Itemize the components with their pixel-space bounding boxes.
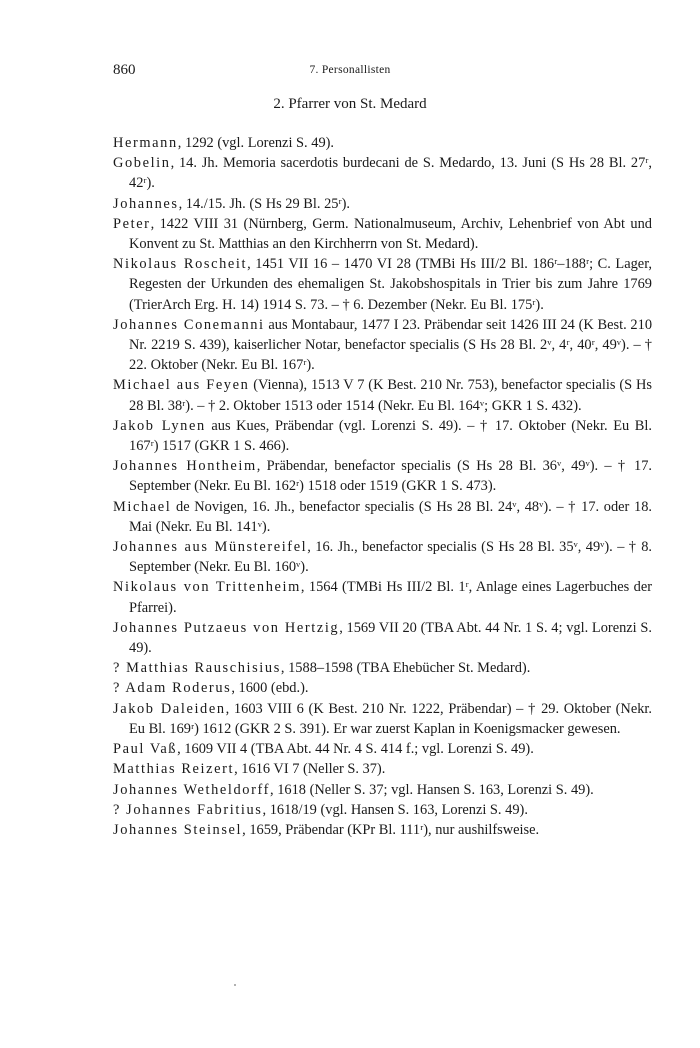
list-entry bbox=[113, 214, 652, 254]
entry-text: , 14./15. Jh. (S Hs 29 Bl. 25ʳ). bbox=[178, 195, 350, 212]
entry-text: aus Kues, Präbendar (vgl. Lorenzi S. 49). – † 17. Oktober (Nekr. Eu Bl. 167ʳ) 1517 (GKR 1 S. 466). bbox=[129, 417, 652, 455]
entry-name: Peter bbox=[113, 215, 151, 232]
list-entry bbox=[113, 678, 652, 698]
list-entry bbox=[113, 537, 652, 577]
entry-text: , Präbendar, benefactor specialis (S Hs 28 Bl. 36ᵛ, 49ᵛ). – † 17. September (Nekr. Eu Bl. 162ʳ) 1518 oder 1519 (GKR 1 S. 473). bbox=[129, 458, 652, 495]
entry-text: , 1609 VII 4 (TBA Abt. 44 Nr. 4 S. 414 f.; vgl. Lorenzi S. 49). bbox=[177, 741, 534, 758]
list-entry bbox=[113, 254, 652, 315]
entry-text: , 1659, Präbendar (KPr Bl. 111ʳ), nur aushilfsweise. bbox=[242, 821, 540, 838]
entry-text: , 1292 (vgl. Lorenzi S. 49). bbox=[177, 135, 335, 151]
list-entry bbox=[113, 780, 652, 800]
entry-name: Jakob Daleiden bbox=[113, 700, 226, 717]
list-entry bbox=[113, 194, 652, 214]
entry-name: Johannes Putzaeus von Hertzig bbox=[113, 619, 340, 636]
entry-name: Johannes Hontheim bbox=[113, 458, 257, 475]
section-title: 2. Pfarrer von St. Medard bbox=[273, 96, 427, 112]
list-entry bbox=[113, 315, 652, 376]
entry-text: , 1564 (TMBi Hs III/2 Bl. 1ʳ, Anlage eines Lagerbuches der Pfarrei). bbox=[129, 579, 652, 616]
entry-text: , 1603 VIII 6 (K Best. 210 Nr. 1222, Präbendar) – † 29. Oktober (Nekr. Eu Bl. 169ʳ) 1612 (GKR 2 S. 391). Er war zuerst Kaplan in Koenigsmacker gewesen. bbox=[129, 700, 653, 737]
entry-name: Michael aus Feyen bbox=[113, 377, 250, 394]
page-number: 860 bbox=[113, 62, 136, 78]
entry-text: aus Montabaur, 1477 I 23. Präbendar seit 1426 III 24 (K Best. 210 Nr. 2219 S. 439), kaiserlicher Notar, benefactor specialis (S Hs 28 Bl. 2ᵛ, 4ʳ, 40ʳ, 49ᵛ). – † 22. Oktober (Nekr. Eu Bl. 167ʳ). bbox=[129, 316, 653, 374]
entry-name: Nikolaus Roscheit bbox=[113, 256, 248, 273]
entry-text: , 1618 (Neller S. 37; vgl. Hansen S. 163, Lorenzi S. 49). bbox=[270, 781, 594, 798]
entry-name: Michael bbox=[113, 498, 172, 515]
list-entry bbox=[113, 820, 652, 840]
scan-speck bbox=[234, 984, 236, 986]
entry-name: Matthias Reizert bbox=[113, 761, 235, 778]
entry-text: , 1600 (ebd.). bbox=[231, 680, 309, 697]
entry-name: Paul Vaß bbox=[113, 741, 178, 758]
list-entry bbox=[113, 153, 652, 193]
list-entry bbox=[113, 416, 652, 456]
entry-text: , 1588–1598 (TBA Ehebücher St. Medard). bbox=[280, 660, 531, 677]
running-head: 7. Personallisten bbox=[309, 64, 391, 76]
pastor-list bbox=[113, 133, 652, 840]
entry-name: ? Adam Roderus bbox=[113, 680, 232, 697]
entry-name: Nikolaus von Trittenheim bbox=[113, 579, 301, 596]
list-entry bbox=[113, 699, 652, 739]
entry-name: Johannes aus Münstereifel bbox=[113, 539, 308, 556]
entry-name: ? Matthias Rauschisius bbox=[113, 660, 281, 677]
list-entry bbox=[113, 133, 652, 153]
entry-text: , 1569 VII 20 (TBA Abt. 44 Nr. 1 S. 4; vgl. Lorenzi S. 49). bbox=[129, 619, 652, 657]
list-entry bbox=[113, 375, 652, 415]
entry-text: , 1422 VIII 31 (Nürnberg, Germ. Nationalmuseum, Archiv, Lehenbrief von Abt und Konvent zu St. Matthias an den Kirchherrn von St. Medard). bbox=[129, 215, 652, 253]
list-entry bbox=[113, 800, 652, 820]
list-entry bbox=[113, 456, 652, 496]
entry-text: , 1451 VII 16 – 1470 VI 28 (TMBi Hs III/2 Bl. 186ʳ–188ʳ; C. Lager, Regesten der Urkunden des ehemaligen St. Jakobshospitals in Trier bis zum Jahre 1769 (TrierArch Erg. H. 14) 1914 S. 73. – † 6. Dezember (Nekr. Eu Bl. 175ʳ). bbox=[129, 256, 653, 313]
entry-text: , 14. Jh. Memoria sacerdotis burdecani de S. Medardo, 13. Juni (S Hs 28 Bl. 27ʳ, 42ʳ). bbox=[129, 155, 652, 192]
entry-name: Gobelin bbox=[113, 155, 171, 172]
list-entry bbox=[113, 577, 652, 617]
entry-name: Jakob Lynen bbox=[113, 417, 206, 434]
entry-text: (Vienna), 1513 V 7 (K Best. 210 Nr. 753), benefactor specialis (S Hs 28 Bl. 38ʳ). – † 2. Oktober 1513 oder 1514 (Nekr. Eu Bl. 164ᵛ; GKR 1 S. 432). bbox=[129, 377, 652, 414]
entry-name: ? Johannes Fabritius bbox=[113, 801, 263, 818]
entry-name: Johannes Wetheldorff bbox=[113, 781, 270, 798]
list-entry bbox=[113, 497, 652, 537]
entry-name: Johannes bbox=[113, 195, 179, 212]
entry-name: Hermann bbox=[113, 135, 178, 151]
entry-text: , 16. Jh., benefactor specialis (S Hs 28 Bl. 35ᵛ, 49ᵛ). – † 8. September (Nekr. Eu Bl. 160ᵛ). bbox=[129, 539, 652, 576]
entry-text: de Novigen, 16. Jh., benefactor specialis (S Hs 28 Bl. 24ᵛ, 48ᵛ). – † 17. oder 18. Mai (Nekr. Eu Bl. 141ᵛ). bbox=[129, 498, 652, 535]
entry-name: Johannes Steinsel bbox=[113, 821, 243, 838]
list-entry bbox=[113, 658, 652, 678]
list-entry bbox=[113, 759, 652, 779]
list-entry bbox=[113, 739, 652, 759]
entry-name: Johannes Conemanni bbox=[113, 316, 265, 333]
list-entry bbox=[113, 618, 652, 658]
entry-text: , 1616 VI 7 (Neller S. 37). bbox=[234, 761, 386, 778]
entry-text: , 1618/19 (vgl. Hansen S. 163, Lorenzi S. 49). bbox=[262, 801, 528, 818]
